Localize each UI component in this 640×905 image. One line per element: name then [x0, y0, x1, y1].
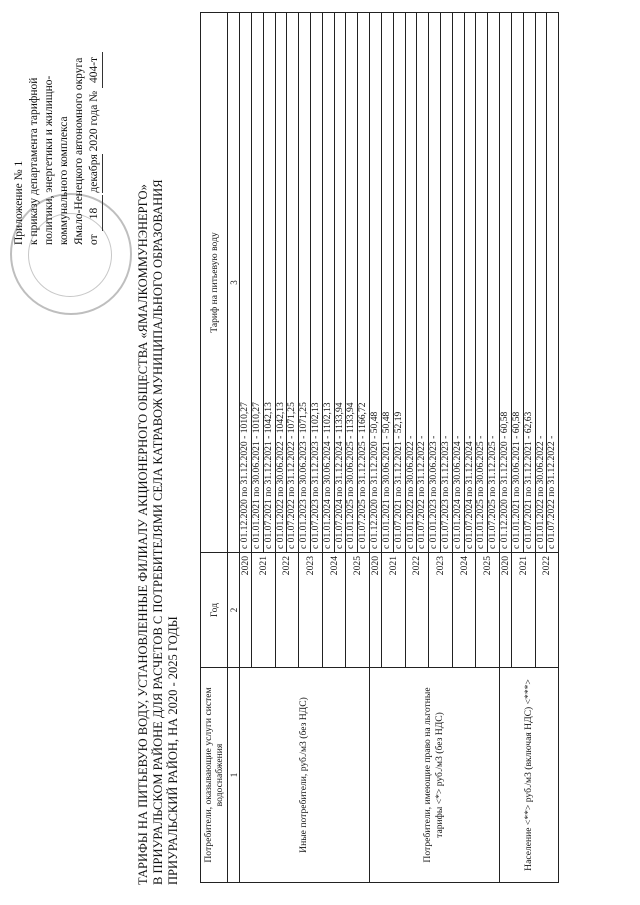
tariff-period-cell: с 01.07.2021 по 31.12.2021 - 52,19	[393, 13, 405, 553]
date-year: 2020 года №	[88, 90, 100, 152]
tariff-period-cell: с 01.01.2021 по 30.06.2021 - 1010,27	[252, 13, 264, 553]
appendix-header	[12, 5, 103, 245]
year-cell: 2021	[381, 553, 405, 668]
year-cell: 2023	[429, 553, 453, 668]
column-number: 3	[228, 13, 240, 553]
year-cell: 2025	[346, 553, 370, 668]
tariff-period-cell: с 01.01.2022 по 30.06.2022 -	[535, 13, 547, 553]
tariff-period-cell: с 01.07.2023 по 31.12.2023 - 1102,13	[310, 13, 322, 553]
year-cell: 2022	[275, 553, 299, 668]
tariff-period-cell: с 01.07.2021 по 31.12.2021 - 62,63	[523, 13, 535, 553]
column-number: 1	[228, 668, 240, 883]
document-title	[136, 5, 181, 885]
consumer-category: Потребители, имеющие право на льготные тарифы <*> руб./м3 (без НДС)	[369, 668, 499, 883]
date-month: декабря	[87, 154, 103, 192]
tariff-period-cell: с 01.12.2020 по 31.12.2020 - 60,58	[499, 13, 511, 553]
tariff-period-cell: с 01.07.2022 по 31.12.2022 - 1071,25	[287, 13, 299, 553]
appendix-line: политики, энергетики и жилищно-	[43, 75, 55, 245]
tariff-period-cell: с 01.07.2022 по 31.12.2022 -	[417, 13, 429, 553]
table-row	[369, 13, 381, 883]
tariff-period-cell: с 01.01.2025 по 30.06.2025 - 1133,94	[346, 13, 358, 553]
year-cell: 2020	[369, 553, 381, 668]
header-tariff: Тариф на питьевую воду	[201, 13, 228, 553]
year-cell: 2020	[499, 553, 511, 668]
order-date-line	[87, 5, 103, 245]
tariff-period-cell: с 01.07.2025 по 31.12.2025 -	[488, 13, 500, 553]
tariff-period-cell: с 01.07.2024 по 31.12.2024 -	[464, 13, 476, 553]
tariff-period-cell: с 01.01.2022 по 30.06.2022 -	[405, 13, 417, 553]
tariff-period-cell: с 01.01.2024 по 30.06.2024 -	[452, 13, 464, 553]
year-cell: 2022	[535, 553, 559, 668]
tariff-period-cell: с 01.01.2024 по 30.06.2024 - 1102,13	[322, 13, 334, 553]
year-cell: 2022	[405, 553, 429, 668]
tariff-period-cell: с 01.01.2021 по 30.06.2021 - 60,58	[511, 13, 523, 553]
tariff-period-cell: с 01.07.2022 по 31.12.2022 -	[547, 13, 559, 553]
tariff-period-cell: с 01.07.2021 по 31.12.2021 - 1042,13	[263, 13, 275, 553]
tariff-period-cell: с 01.01.2023 по 30.06.2023 - 1071,25	[299, 13, 311, 553]
tariff-period-cell: с 01.01.2023 по 30.06.2023 -	[429, 13, 441, 553]
year-cell: 2023	[299, 553, 323, 668]
table-row	[240, 13, 252, 883]
tariff-period-cell: с 01.07.2023 по 31.12.2023 -	[440, 13, 452, 553]
year-cell: 2020	[240, 553, 252, 668]
appendix-line: к приказу департамента тарифной	[28, 77, 40, 245]
appendix-line: коммунального комплекса	[58, 116, 70, 245]
year-cell: 2021	[252, 553, 276, 668]
table-body	[240, 13, 559, 883]
tariff-period-cell: с 01.07.2025 по 31.12.2025 - 1166,72	[358, 13, 370, 553]
year-cell: 2025	[476, 553, 500, 668]
consumer-category: Население <**> руб./м3 (включая НДС) <***>	[499, 668, 558, 883]
appendix-line: Ямало-Ненецкого автономного округа	[73, 57, 85, 245]
tariff-period-cell: с 01.01.2022 по 30.06.2022 - 1042,13	[275, 13, 287, 553]
header-consumers: Потребители, оказывающие услуги систем водоснабжения	[201, 668, 228, 883]
year-cell: 2024	[322, 553, 346, 668]
tariff-period-cell: с 01.12.2020 по 31.12.2020 - 50,48	[369, 13, 381, 553]
date-day: 18	[87, 196, 103, 232]
year-cell: 2024	[452, 553, 476, 668]
date-prefix: от	[88, 234, 100, 245]
appendix-line: Приложение № 1	[13, 160, 25, 245]
consumer-category: Иные потребители, руб./м3 (без НДС)	[240, 668, 370, 883]
tariff-period-cell: с 01.12.2020 по 31.12.2020 - 1010,27	[240, 13, 252, 553]
year-cell: 2021	[511, 553, 535, 668]
tariff-table	[200, 12, 559, 883]
tariff-period-cell: с 01.07.2024 по 31.12.2024 - 1133,94	[334, 13, 346, 553]
table-row	[499, 13, 511, 883]
order-number: 404-т	[87, 52, 103, 88]
title-line: ТАРИФЫ НА ПИТЬЕВУЮ ВОДУ, УСТАНОВЛЕННЫЕ ФИЛИАЛУ АКЦИОНЕРНОГО ОБЩЕСТВА «ЯМАЛКОММУНЭНЕРГО»	[136, 184, 150, 885]
title-line: В ПРИУРАЛЬСКОМ РАЙОНЕ ДЛЯ РАСЧЕТОВ С ПОТРЕБИТЕЛЯМИ СЕЛА КАТРАВОЖ МУНИЦИПАЛЬНОГО ОБРАЗОВАНИЯ	[151, 179, 165, 885]
tariff-period-cell: с 01.01.2021 по 30.06.2021 - 50,48	[381, 13, 393, 553]
tariff-period-cell: с 01.01.2025 по 30.06.2025 -	[476, 13, 488, 553]
title-line: ПРИУРАЛЬСКИЙ РАЙОН, НА 2020 - 2025 ГОДЫ	[166, 616, 180, 885]
column-number: 2	[228, 553, 240, 668]
header-year: Год	[201, 553, 228, 668]
